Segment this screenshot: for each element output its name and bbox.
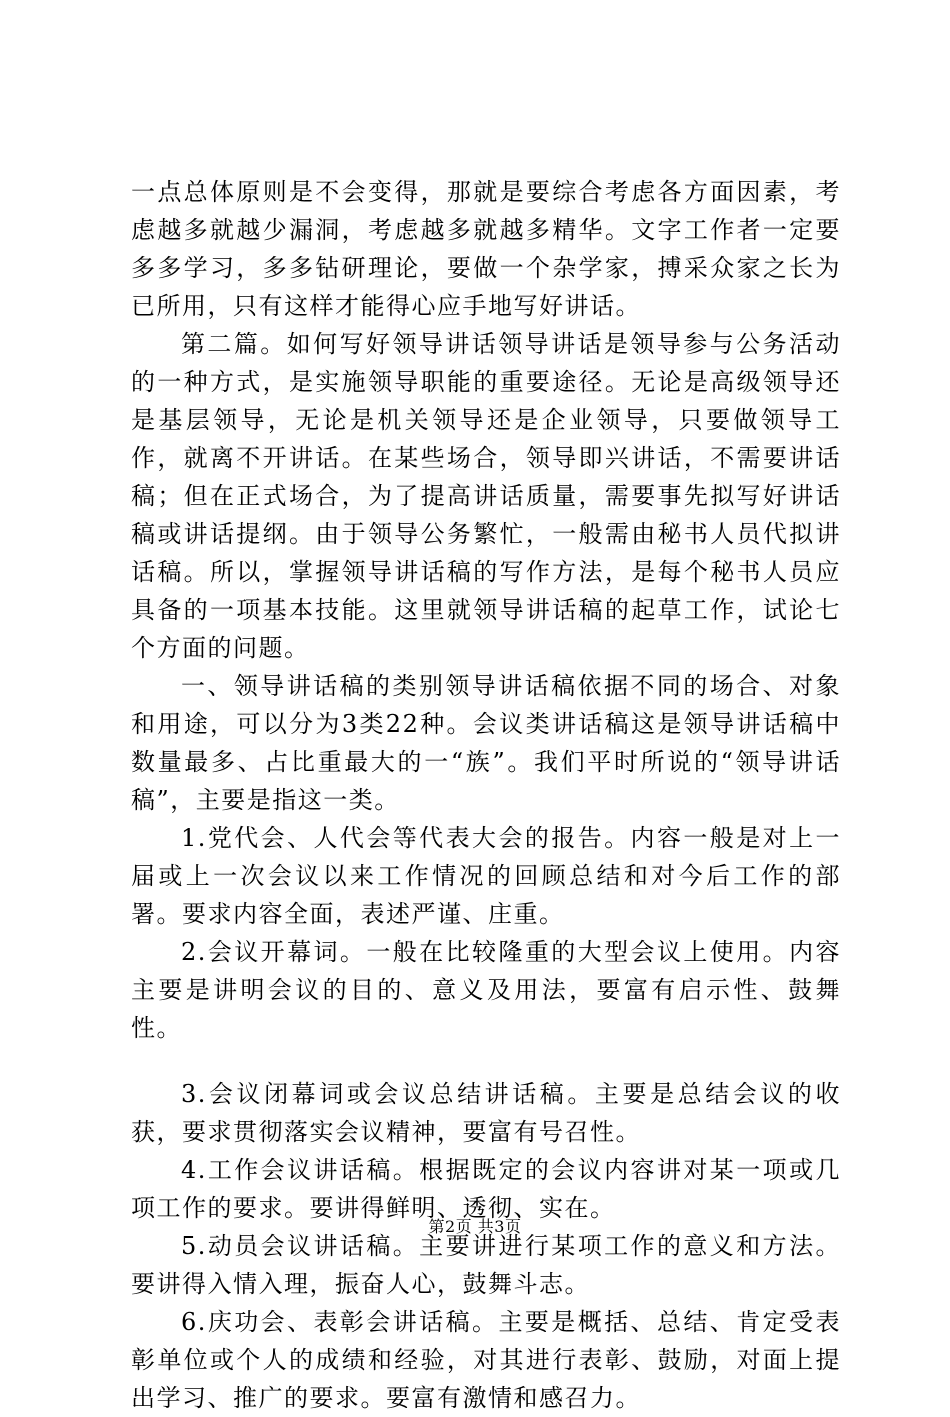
paragraph-item-4: 4.工作会议讲话稿。根据既定的会议内容讲对某一项或几项工作的要求。要讲得鲜明、透彻、实在。: [131, 1156, 841, 1222]
paragraph-item-3: 3.会议闭幕词或会议总结讲话稿。主要是总结会议的收获，要求贯彻落实会议精神，要富有号召性。: [131, 1080, 841, 1146]
page-footer: 第2页 共3页: [428, 1217, 522, 1236]
paragraph-item-1: 1.党代会、人代会等代表大会的报告。内容一般是对上一届或上一次会议以来工作情况的回顾总结和对今后工作的部署。要求内容全面，表述严谨、庄重。: [131, 824, 841, 928]
paragraph-section-one: 一、领导讲话稿的类别领导讲话稿依据不同的场合、对象和用途，可以分为3类22种。会议类讲话稿这是领导讲话稿中数量最多、占比重最大的一“族”。我们平时所说的“领导讲话稿”，主要是指这一类。: [131, 672, 841, 814]
paragraph-item-5: 5.动员会议讲话稿。主要讲进行某项工作的意义和方法。要讲得入情入理，振奋人心，鼓舞斗志。: [131, 1232, 841, 1298]
paragraph-item-2: 2.会议开幕词。一般在比较隆重的大型会议上使用。内容主要是讲明会议的目的、意义及用法，要富有启示性、鼓舞性。: [131, 938, 841, 1042]
paragraph-chapter-two-intro: 第二篇。如何写好领导讲话领导讲话是领导参与公务活动的一种方式，是实施领导职能的重要途径。无论是高级领导还是基层领导，无论是机关领导还是企业领导，只要做领导工作，就离不开讲话。在某些场合，领导即兴讲话，不需要讲话稿；但在正式场合，为了提高讲话质量，需要事先拟写好讲话稿或讲话提纲。由于领导公务繁忙，一般需由秘书人员代拟讲话稿。所以，掌握领导讲话稿的写作方法，是每个秘书人员应具备的一项基本技能。这里就领导讲话稿的起草工作，试论七个方面的问题。: [131, 330, 841, 662]
paragraph-item-6: 6.庆功会、表彰会讲话稿。主要是概括、总结、肯定受表彰单位或个人的成绩和经验，对其进行表彰、鼓励，对面上提出学习、推广的要求。要富有激情和感召力。: [131, 1308, 841, 1412]
paragraph-continuation: 一点总体原则是不会变得，那就是要综合考虑各方面因素，考虑越多就越少漏洞，考虑越多就越多精华。文字工作者一定要多多学习，多多钻研理论，要做一个杂学家，搏采众家之长为已所用，只有这样才能得心应手地写好讲话。: [131, 178, 841, 320]
